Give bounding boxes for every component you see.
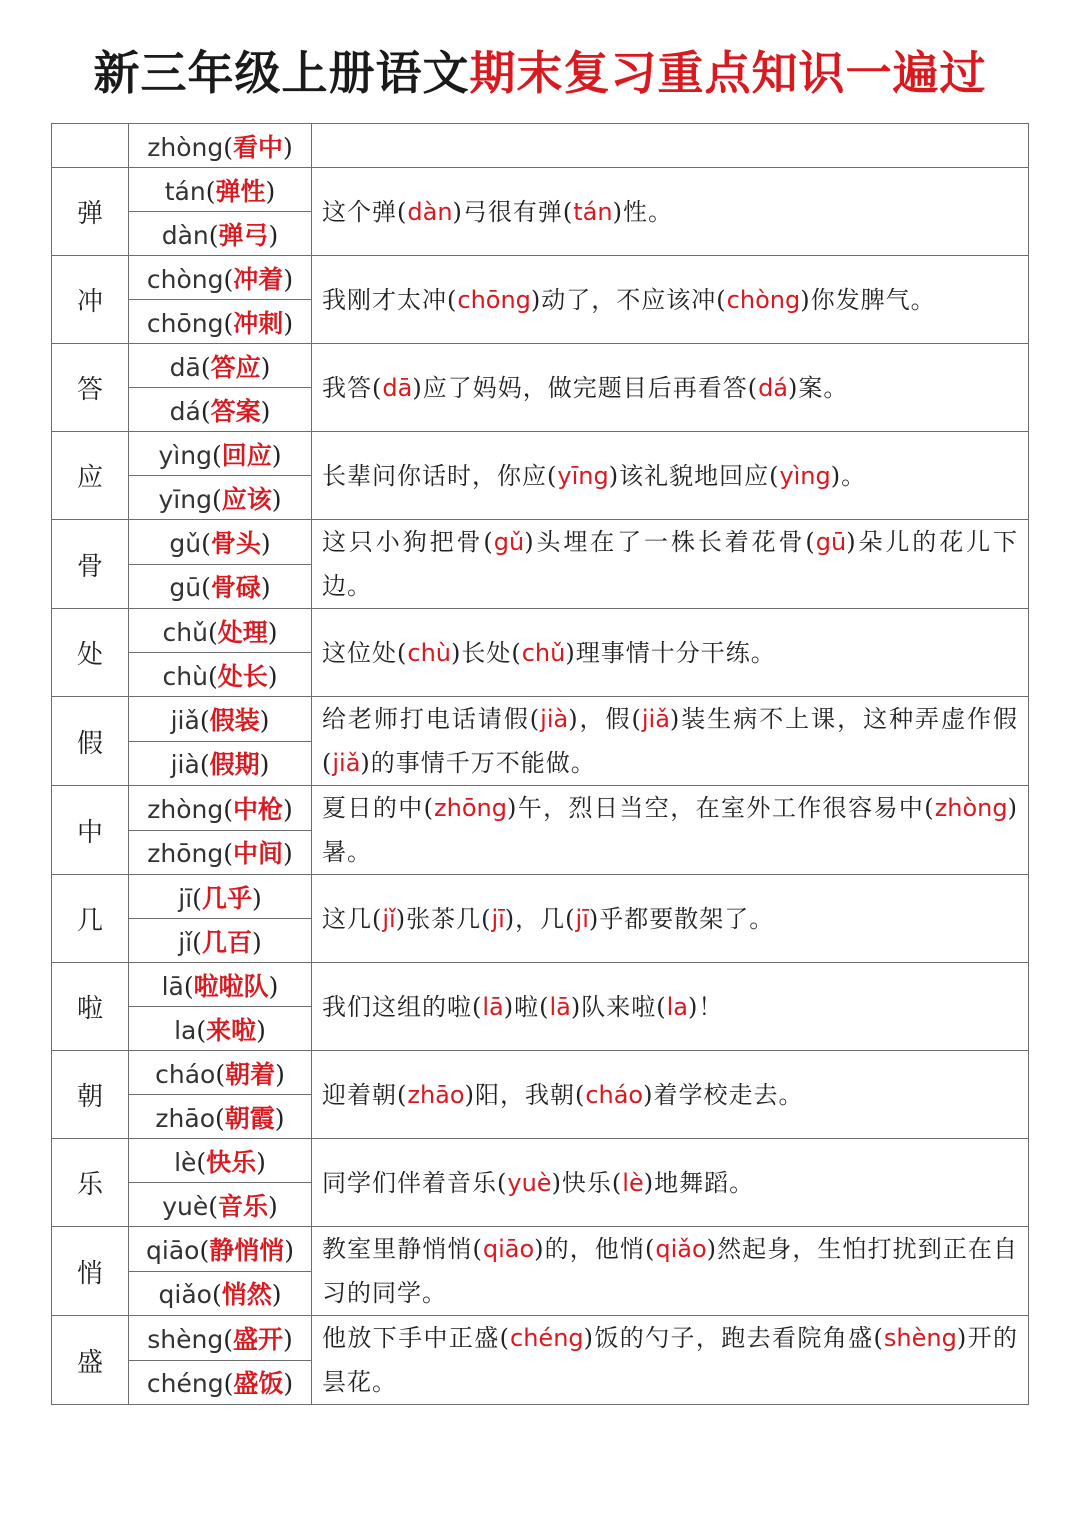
pronunciation-cell: jià(假期) xyxy=(129,741,312,786)
table-row xyxy=(52,697,1029,742)
example-word: 冲着 xyxy=(233,264,284,294)
pinyin: lè xyxy=(174,1147,197,1177)
table-row xyxy=(52,1139,1029,1183)
example-word: 朝着 xyxy=(225,1059,276,1089)
sentence-pinyin: gū xyxy=(815,528,847,556)
table-row xyxy=(52,344,1029,388)
polyphone-char: 弹 xyxy=(52,168,129,256)
example-word: 中枪 xyxy=(232,794,283,824)
sentence-text: 迎着朝( xyxy=(322,1080,408,1109)
pronunciation-cell: yìng(回应) xyxy=(129,432,312,476)
pinyin: chǔ xyxy=(162,617,208,647)
example-sentence xyxy=(312,875,1029,963)
sentence-text: )午，烈日当空，在室外工作很容易中( xyxy=(506,794,935,822)
pronunciation-cell: qiǎo(悄然) xyxy=(129,1271,312,1316)
sentence-pinyin: qiǎo xyxy=(655,1235,707,1263)
title-part2: 期末复习重点知识一遍过 xyxy=(469,46,987,100)
sentence-text: 我答( xyxy=(322,373,383,402)
pronunciation-cell: la(来啦) xyxy=(129,1007,312,1051)
sentence-pinyin: jiǎ xyxy=(641,705,670,733)
sentence-pinyin: chéng xyxy=(510,1324,584,1352)
example-word: 几乎 xyxy=(201,883,252,913)
sentence-text: 同学们伴着音乐( xyxy=(322,1168,508,1197)
title-part1: 新三年级上册语文 xyxy=(93,46,470,100)
pronunciation-cell: lā(啦啦队) xyxy=(129,963,312,1007)
sentence-text: )啦( xyxy=(503,992,550,1021)
sentence-text: )该礼貌地回应( xyxy=(608,461,780,490)
pinyin: la xyxy=(174,1015,197,1045)
pronunciation-cell: gǔ(骨头) xyxy=(129,520,312,565)
sentence-pinyin: lè xyxy=(622,1168,644,1197)
pronunciation-cell: qiāo(静悄悄) xyxy=(129,1227,312,1272)
sentence-text: )应了妈妈，做完题目后再看答( xyxy=(412,373,759,402)
pronunciation-cell: chòng(冲着) xyxy=(129,256,312,300)
page-title xyxy=(0,46,1080,100)
polyphone-char: 悄 xyxy=(52,1227,129,1316)
polyphone-char: 假 xyxy=(52,697,129,786)
pinyin: zhòng xyxy=(147,132,224,162)
example-sentence xyxy=(312,256,1029,344)
sentence-text: )，几( xyxy=(504,904,576,933)
sentence-pinyin: tán xyxy=(573,197,613,226)
sentence-text: )长处( xyxy=(451,638,522,667)
example-word: 快乐 xyxy=(206,1147,257,1177)
example-sentence xyxy=(312,697,1029,786)
sentence-pinyin: jǐ xyxy=(382,904,396,933)
example-sentence xyxy=(312,786,1029,875)
sentence-pinyin: yīng xyxy=(557,461,609,490)
sentence-text: )阳，我朝( xyxy=(464,1080,586,1109)
pronunciation-cell: jǐ(几百) xyxy=(129,919,312,963)
example-word: 处长 xyxy=(217,661,268,691)
pronunciation-cell: cháo(朝着) xyxy=(129,1051,312,1095)
sentence-text: )。 xyxy=(830,461,867,490)
sentence-pinyin: jī xyxy=(491,904,505,933)
example-sentence xyxy=(312,1316,1029,1405)
example-sentence xyxy=(312,609,1029,697)
sentence-text: )装生病不上课，这种弄虚作假( xyxy=(322,705,1018,777)
example-word: 悄然 xyxy=(221,1280,272,1310)
sentence-text: 这个弹( xyxy=(322,197,408,226)
sentence-pinyin: dá xyxy=(758,373,789,402)
polyphone-char: 啦 xyxy=(52,963,129,1051)
pinyin: zhāo xyxy=(155,1103,216,1133)
example-word: 假期 xyxy=(209,750,260,780)
pronunciation-cell: chōng(冲刺) xyxy=(129,300,312,344)
table-row xyxy=(52,1227,1029,1272)
pinyin: chòng xyxy=(146,264,224,294)
pinyin: yìng xyxy=(158,440,212,470)
pinyin: dā xyxy=(169,352,201,382)
table-row xyxy=(52,786,1029,831)
sentence-pinyin: jiǎ xyxy=(332,749,361,777)
pinyin: gū xyxy=(169,573,202,603)
example-sentence xyxy=(312,344,1029,432)
pronunciation-cell: zhāo(朝霞) xyxy=(129,1095,312,1139)
sentence-pinyin: dā xyxy=(382,373,413,402)
sentence-text: )队来啦( xyxy=(570,992,667,1021)
pinyin: jǐ xyxy=(178,927,193,957)
sentence-pinyin: zhōng xyxy=(434,794,507,822)
sentence-text: )弓很有弹( xyxy=(452,197,574,226)
sentence-pinyin: cháo xyxy=(585,1080,644,1109)
sentence-text: )性。 xyxy=(612,197,673,226)
pinyin: zhòng xyxy=(147,794,224,824)
pronunciation-cell: jī(几乎) xyxy=(129,875,312,919)
pinyin: shèng xyxy=(147,1324,224,1354)
example-word: 答应 xyxy=(210,352,261,382)
pronunciation-cell: yuè(音乐) xyxy=(129,1183,312,1227)
pinyin: dàn xyxy=(161,220,209,250)
pronunciation-cell: zhōng(中间) xyxy=(129,830,312,875)
sentence-pinyin: dàn xyxy=(407,197,453,226)
polyphone-char: 冲 xyxy=(52,256,129,344)
pinyin: zhōng xyxy=(147,839,224,869)
table-row xyxy=(52,168,1029,212)
sentence-pinyin: jià xyxy=(540,705,569,733)
pronunciation-cell: dā(答应) xyxy=(129,344,312,388)
polyphone-char: 朝 xyxy=(52,1051,129,1139)
example-word: 假装 xyxy=(209,705,260,735)
pronunciation-cell: jiǎ(假装) xyxy=(129,697,312,742)
sentence-text: )然起身，生怕打扰到正在自习的同学。 xyxy=(322,1235,1018,1307)
pinyin: yīng xyxy=(158,484,212,514)
sentence-text: )开的昙花。 xyxy=(322,1324,1018,1396)
example-word: 音乐 xyxy=(218,1191,269,1221)
pronunciation-cell: tán(弹性) xyxy=(129,168,312,212)
example-word: 几百 xyxy=(201,927,252,957)
sentence-text: )着学校走去。 xyxy=(643,1080,804,1109)
sentence-pinyin: chǔ xyxy=(521,638,566,667)
pronunciation-cell: chù(处长) xyxy=(129,653,312,697)
polyphone-char: 骨 xyxy=(52,520,129,609)
example-word: 应该 xyxy=(221,484,272,514)
polyphone-char: 盛 xyxy=(52,1316,129,1405)
polyphone-table xyxy=(51,123,1029,1405)
table-row xyxy=(52,963,1029,1007)
table-row xyxy=(52,256,1029,300)
example-sentence xyxy=(312,1139,1029,1227)
example-sentence xyxy=(312,520,1029,609)
pronunciation-cell: dàn(弹弓) xyxy=(129,212,312,256)
sentence-pinyin: chòng xyxy=(726,285,801,314)
polyphone-char: 处 xyxy=(52,609,129,697)
polyphone-char: 答 xyxy=(52,344,129,432)
sentence-text: )动了，不应该冲( xyxy=(530,285,727,314)
example-sentence xyxy=(312,168,1029,256)
example-sentence xyxy=(312,1227,1029,1316)
example-word: 盛开 xyxy=(232,1324,283,1354)
sentence-text: )，假( xyxy=(568,705,642,733)
pinyin: qiǎo xyxy=(158,1280,212,1310)
sentence-text: )！ xyxy=(687,992,724,1021)
polyphone-char: 中 xyxy=(52,786,129,875)
sentence-text: )朵儿的花儿下边。 xyxy=(322,528,1018,600)
example-word: 骨碌 xyxy=(210,573,261,603)
pinyin: chéng xyxy=(146,1369,224,1399)
table-row xyxy=(52,875,1029,919)
example-word: 骨头 xyxy=(210,528,261,558)
sentence-text: )头埋在了一株长着花骨( xyxy=(524,528,816,556)
example-word: 弹性 xyxy=(215,176,266,206)
sentence-text: 这位处( xyxy=(322,638,408,667)
sentence-pinyin: yuè xyxy=(507,1168,552,1197)
example-word: 盛饭 xyxy=(233,1369,284,1399)
example-cell xyxy=(312,124,1029,168)
pronunciation-cell: shèng(盛开) xyxy=(129,1316,312,1361)
example-word: 来啦 xyxy=(206,1015,257,1045)
sentence-pinyin: yìng xyxy=(779,461,831,490)
pinyin: gǔ xyxy=(169,528,202,558)
example-sentence xyxy=(312,1051,1029,1139)
example-word: 看中 xyxy=(232,132,283,162)
table-row xyxy=(52,1051,1029,1095)
table-row xyxy=(52,432,1029,476)
char-cell xyxy=(52,124,129,168)
example-word: 处理 xyxy=(217,617,268,647)
pinyin: jiǎ xyxy=(170,705,200,735)
pronunciation-cell: dá(答案) xyxy=(129,388,312,432)
example-word: 啦啦队 xyxy=(193,971,269,1001)
sentence-text: )的，他悄( xyxy=(534,1235,656,1263)
pronunciation-cell: zhòng(看中) xyxy=(129,124,312,168)
pinyin: lā xyxy=(161,971,184,1001)
pronunciation-cell: gū(骨碌) xyxy=(129,564,312,609)
example-word: 答案 xyxy=(210,396,261,426)
example-word: 弹弓 xyxy=(218,220,269,250)
example-sentence xyxy=(312,963,1029,1051)
pronunciation-cell: lè(快乐) xyxy=(129,1139,312,1183)
example-word: 回应 xyxy=(221,440,272,470)
sentence-text: )张茶几( xyxy=(395,904,492,933)
pinyin: chù xyxy=(162,661,208,691)
sentence-pinyin: lā xyxy=(482,992,504,1021)
sentence-pinyin: shèng xyxy=(883,1324,957,1352)
pinyin: chōng xyxy=(146,308,224,338)
pinyin: cháo xyxy=(155,1059,216,1089)
pronunciation-cell: zhòng(中枪) xyxy=(129,786,312,831)
pinyin: tán xyxy=(164,176,206,206)
table-row xyxy=(52,1316,1029,1361)
sentence-pinyin: la xyxy=(666,992,688,1021)
sentence-text: 我刚才太冲( xyxy=(322,285,458,314)
table-row xyxy=(52,124,1029,168)
sentence-text: )案。 xyxy=(788,373,849,402)
polyphone-char: 几 xyxy=(52,875,129,963)
example-word: 中间 xyxy=(232,839,283,869)
sentence-text: 教室里静悄悄( xyxy=(322,1235,483,1263)
example-word: 朝霞 xyxy=(224,1103,275,1133)
sentence-pinyin: qiāo xyxy=(482,1235,535,1263)
sentence-text: )暑。 xyxy=(322,794,1018,866)
pronunciation-cell: yīng(应该) xyxy=(129,476,312,520)
sentence-pinyin: chù xyxy=(407,638,451,667)
pronunciation-cell: chéng(盛饭) xyxy=(129,1360,312,1405)
sentence-text: 这只小狗把骨( xyxy=(322,528,494,556)
pinyin: dá xyxy=(169,396,201,426)
sentence-text: )理事情十分干练。 xyxy=(565,638,776,667)
sentence-text: 给老师打电话请假( xyxy=(322,705,541,733)
polyphone-char: 应 xyxy=(52,432,129,520)
pinyin: yuè xyxy=(162,1191,209,1221)
table-row xyxy=(52,609,1029,653)
pinyin: jī xyxy=(178,883,193,913)
sentence-text: 长辈问你话时，你应( xyxy=(322,461,558,490)
pinyin: qiāo xyxy=(146,1235,200,1265)
sentence-text: 他放下手中正盛( xyxy=(322,1324,511,1352)
sentence-pinyin: jī xyxy=(575,904,589,933)
pronunciation-cell: chǔ(处理) xyxy=(129,609,312,653)
sentence-text: 这几( xyxy=(322,904,383,933)
pinyin: jià xyxy=(170,750,200,780)
sentence-text: 夏日的中( xyxy=(322,794,435,822)
sentence-text: 我们这组的啦( xyxy=(322,992,483,1021)
sentence-pinyin: chōng xyxy=(457,285,531,314)
sentence-pinyin: zhāo xyxy=(407,1080,465,1109)
sentence-text: )饭的勺子，跑去看院角盛( xyxy=(583,1324,884,1352)
sentence-pinyin: lā xyxy=(549,992,571,1021)
example-sentence xyxy=(312,432,1029,520)
polyphone-char: 乐 xyxy=(52,1139,129,1227)
sentence-text: )乎都要散架了。 xyxy=(588,904,775,933)
sentence-pinyin: gǔ xyxy=(493,528,525,556)
sentence-pinyin: zhòng xyxy=(934,794,1008,822)
table-row xyxy=(52,520,1029,565)
sentence-text: )快乐( xyxy=(551,1168,623,1197)
example-word: 冲刺 xyxy=(233,308,284,338)
sentence-text: )的事情千万不能做。 xyxy=(360,749,596,777)
sentence-text: )地舞蹈。 xyxy=(643,1168,755,1197)
example-word: 静悄悄 xyxy=(209,1235,285,1265)
sentence-text: )你发脾气。 xyxy=(800,285,936,314)
